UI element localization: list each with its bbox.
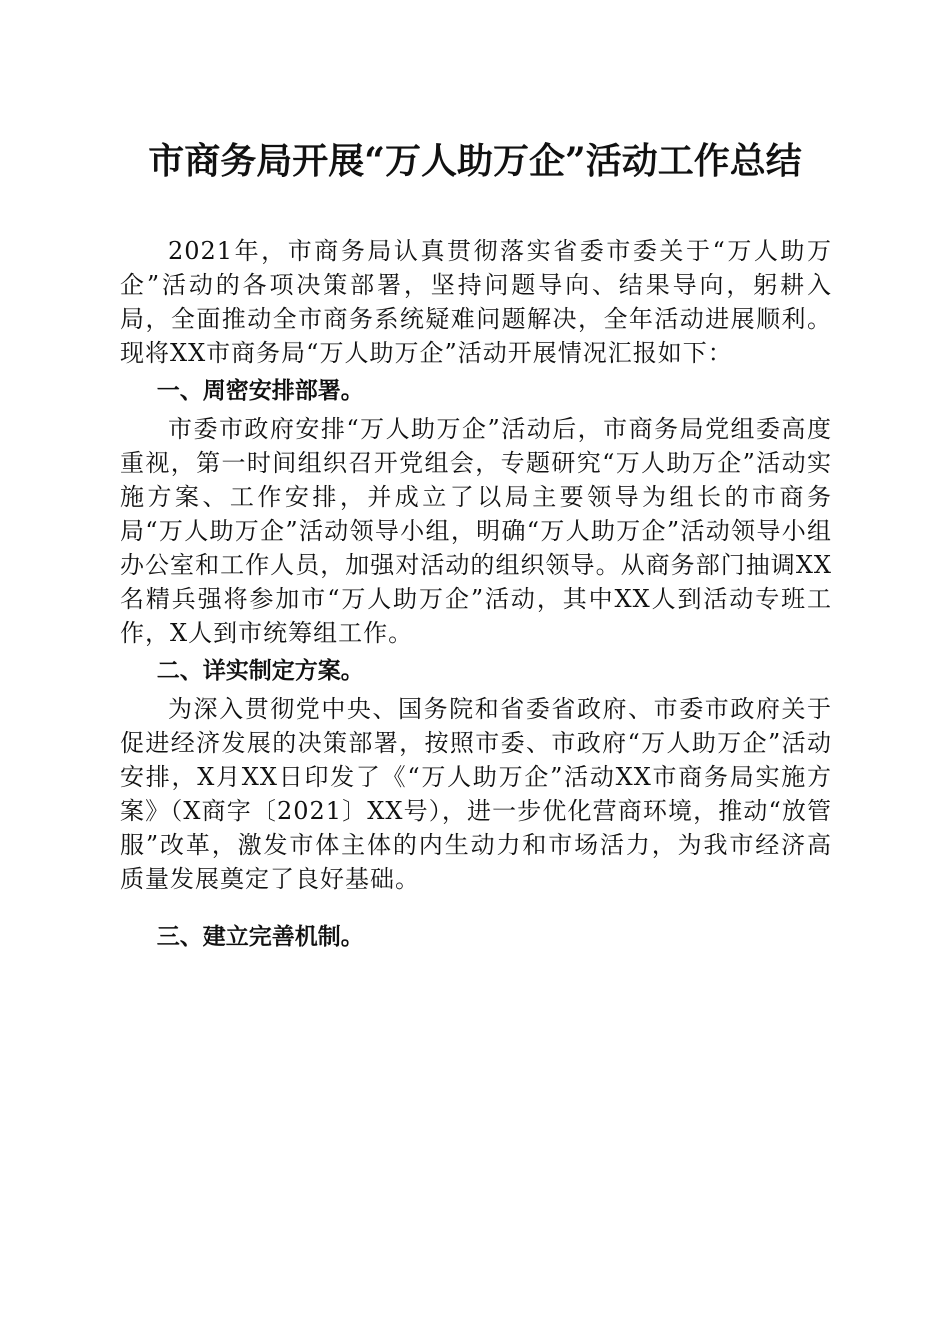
page-title: 市商务局开展“万人助万企”活动工作总结 bbox=[148, 140, 802, 182]
paragraph-spacer bbox=[120, 898, 832, 918]
section-body-2: 为深入贯彻党中央、国务院和省委省政府、市委市政府关于促进经济发展的决策部署，按照市委、市政府“万人助万企”活动安排，X月XX日印发了《“万人助万企”活动XX市商务局实施方案》（X商字〔2021〕XX号），进一步优化营商环境，推动“放管服”改革，激发市体主体的内生动力和市场活力，为我市经济高质量发展奠定了良好基础。 bbox=[120, 695, 832, 893]
section-heading-3: 三、建立完善机制。 bbox=[156, 924, 364, 950]
intro-paragraph: 2021年，市商务局认真贯彻落实省委市委关于“万人助万企”活动的各项决策部署，坚持问题导向、结果导向，躬耕入局，全面推动全市商务系统疑难问题解决，全年活动进展顺利。现将XX市商务局“万人助万企”活动开展情况汇报如下： bbox=[120, 237, 832, 367]
document-body bbox=[120, 232, 832, 956]
section-heading-1: 一、周密安排部署。 bbox=[156, 378, 364, 404]
section-heading-2: 二、详实制定方案。 bbox=[156, 658, 364, 684]
section-body-1: 市委市政府安排“万人助万企”活动后，市商务局党组委高度重视，第一时间组织召开党组会，专题研究“万人助万企”活动实施方案、工作安排，并成立了以局主要领导为组长的市商务局“万人助万企”活动领导小组，明确“万人助万企”活动领导小组办公室和工作人员，加强对活动的组织领导。从商务部门抽调XX名精兵强将参加市“万人助万企”活动，其中XX人到活动专班工作，X人到市统筹组工作。 bbox=[120, 415, 832, 647]
